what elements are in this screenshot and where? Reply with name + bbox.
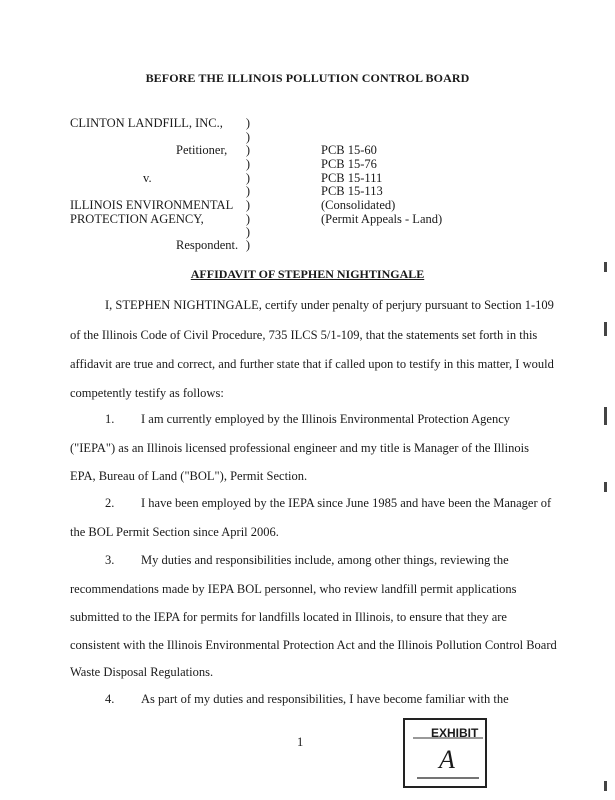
caption-paren: ) bbox=[245, 212, 251, 226]
respondent-name-line1: ILLINOIS ENVIRONMENTAL bbox=[70, 198, 234, 212]
scan-margin-mark bbox=[604, 407, 607, 425]
paragraph-line: recommendations made by IEPA BOL personnel, who review landfill permit applications bbox=[70, 582, 517, 596]
petitioner-name: CLINTON LANDFILL, INC., bbox=[70, 116, 223, 130]
intro-line: I, STEPHEN NIGHTINGALE, certify under penalty of perjury pursuant to Section 1-109 bbox=[105, 298, 554, 312]
case-number: PCB 15-113 bbox=[321, 184, 383, 198]
exhibit-letter: A bbox=[439, 745, 455, 774]
caption-paren: ) bbox=[245, 143, 251, 157]
paragraph-number: 1. bbox=[105, 412, 115, 426]
paragraph-line: ("IEPA") as an Illinois licensed professional engineer and my title is Manager of the Illinois bbox=[70, 441, 529, 455]
exhibit-label: EXHIBIT bbox=[431, 726, 479, 740]
caption-paren: ) bbox=[245, 184, 251, 198]
caption-paren: ) bbox=[245, 238, 251, 252]
petitioner-role: Petitioner, bbox=[176, 143, 228, 157]
respondent-role: Respondent. bbox=[176, 238, 239, 252]
case-number: PCB 15-76 bbox=[321, 157, 377, 171]
paragraph-line: I have been employed by the IEPA since June 1985 and have been the Manager of bbox=[141, 496, 552, 510]
paragraph-line: I am currently employed by the Illinois Environmental Protection Agency bbox=[141, 412, 511, 426]
paragraph-line: As part of my duties and responsibilities, I have become familiar with the bbox=[141, 692, 509, 706]
respondent-name-line2: PROTECTION AGENCY, bbox=[70, 212, 204, 226]
paragraph-line: My duties and responsibilities include, among other things, reviewing the bbox=[141, 553, 509, 567]
caption-paren: ) bbox=[245, 130, 251, 144]
page-number: 1 bbox=[297, 735, 304, 749]
scan-margin-mark bbox=[604, 262, 607, 272]
versus-label: v. bbox=[143, 171, 152, 185]
document-heading: BEFORE THE ILLINOIS POLLUTION CONTROL BOARD bbox=[145, 71, 470, 85]
intro-line: affidavit are true and correct, and further state that if called upon to testify in this matter, I would bbox=[70, 357, 554, 371]
caption-paren: ) bbox=[245, 116, 251, 130]
appeal-type-label: (Permit Appeals - Land) bbox=[321, 212, 443, 226]
intro-line: of the Illinois Code of Civil Procedure, 735 ILCS 5/1-109, that the statements set forth in this bbox=[70, 328, 538, 342]
affidavit-title: AFFIDAVIT OF STEPHEN NIGHTINGALE bbox=[190, 267, 425, 281]
paragraph-number: 2. bbox=[105, 496, 115, 510]
scan-margin-mark bbox=[604, 482, 607, 492]
caption-paren: ) bbox=[245, 198, 251, 212]
scan-margin-mark bbox=[604, 322, 607, 336]
intro-line: competently testify as follows: bbox=[70, 386, 224, 400]
paragraph-line: EPA, Bureau of Land ("BOL"), Permit Section. bbox=[70, 469, 308, 483]
caption-paren: ) bbox=[245, 171, 251, 185]
paragraph-line: Waste Disposal Regulations. bbox=[70, 665, 214, 679]
paragraph-line: the BOL Permit Section since April 2006. bbox=[70, 525, 279, 539]
exhibit-sticker bbox=[403, 718, 487, 788]
scan-margin-mark bbox=[604, 781, 607, 791]
consolidated-label: (Consolidated) bbox=[321, 198, 396, 212]
paragraph-line: consistent with the Illinois Environmental Protection Act and the Illinois Pollution Control Board bbox=[70, 638, 557, 652]
paragraph-number: 4. bbox=[105, 692, 115, 706]
case-number: PCB 15-111 bbox=[321, 171, 383, 185]
paragraph-line: submitted to the IEPA for permits for landfills located in Illinois, to ensure that they are bbox=[70, 610, 507, 624]
case-number: PCB 15-60 bbox=[321, 143, 377, 157]
caption-paren: ) bbox=[245, 225, 251, 239]
caption-paren: ) bbox=[245, 157, 251, 171]
paragraph-number: 3. bbox=[105, 553, 115, 567]
